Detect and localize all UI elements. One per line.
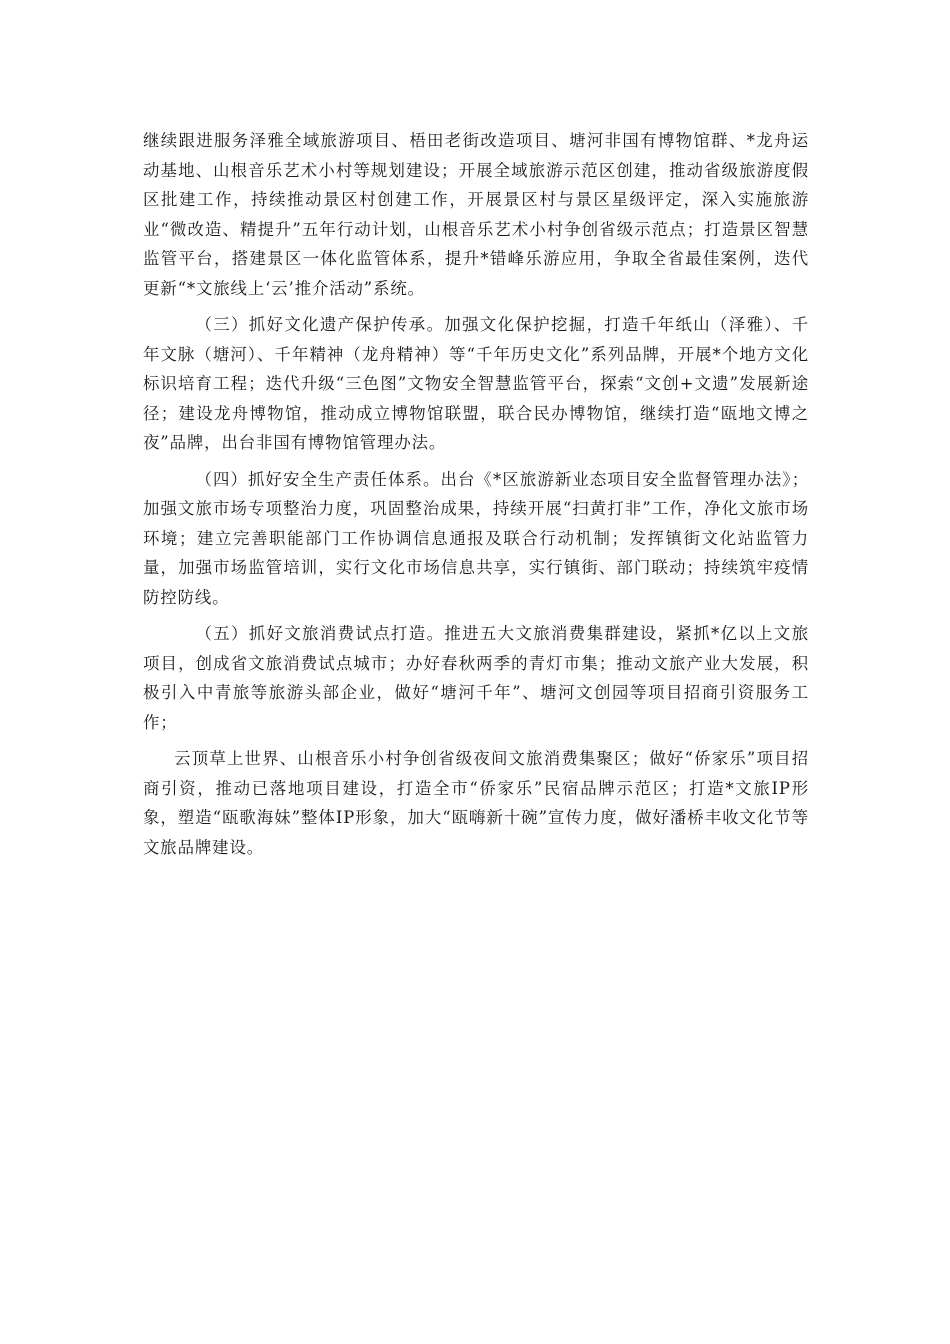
paragraph-night-consumption: 云顶草上世界、山根音乐小村争创省级夜间文旅消费集聚区；做好“侨家乐”项目招商引资，推动已落地项目建设，打造全市“侨家乐”民宿品牌示范区；打造*文旅IP形象，塑造“瓯歌海妹”整体IP形象，加大“瓯嗨新十碗”宣传力度，做好潘桥丰收文化节等文旅品牌建设。 xyxy=(143,749,809,857)
paragraph-continuation: 继续跟进服务泽雅全域旅游项目、梧田老街改造项目、塘河非国有博物馆群、*龙舟运动基地、山根音乐艺术小村等规划建设；开展全域旅游示范区创建，推动省级旅游度假区批建工作，持续推动景区村创建工作，开展景区村与景区星级评定，深入实施旅游业“微改造、精提升”五年行动计划，山根音乐艺术小村争创省级示范点；打造景区智慧监管平台，搭建景区一体化监管体系，提升*错峰乐游应用，争取全省最佳案例，迭代更新“*文旅线上‘云’推介活动”系统。 xyxy=(143,131,809,298)
paragraph-cultural-heritage: （三）抓好文化遗产保护传承。加强文化保护挖掘，打造千年纸山（泽雅）、千年文脉（塘河）、千年精神（龙舟精神）等“千年历史文化”系列品牌，开展*个地方文化标识培育工程；迭代升级“三色图”文物安全智慧监管平台，探索“文创+文遗”发展新途径；建设龙舟博物馆，推动成立博物馆联盟，联合民办博物馆，继续打造“瓯地文博之夜”品牌，出台非国有博物馆管理办法。 xyxy=(143,315,809,452)
paragraph-consumption-pilot: （五）抓好文旅消费试点打造。推进五大文旅消费集群建设，紧抓*亿以上文旅项目，创成省文旅消费试点城市；办好春秋两季的青灯市集；推动文旅产业大发展，积极引入中青旅等旅游头部企业，做好“塘河千年”、塘河文创园等项目招商引资服务工作； xyxy=(143,624,809,732)
paragraph-safety-responsibility: （四）抓好安全生产责任体系。出台《*区旅游新业态项目安全监督管理办法》；加强文旅市场专项整治力度，巩固整治成果，持续开展“扫黄打非”工作，净化文旅市场环境；建立完善职能部门工作协调信息通报及联合行动机制；发挥镇街文化站监管力量，加强市场监管培训，实行文化市场信息共享，实行镇街、部门联动；持续筑牢疫情防控防线。 xyxy=(143,469,809,607)
document-body xyxy=(143,126,809,869)
